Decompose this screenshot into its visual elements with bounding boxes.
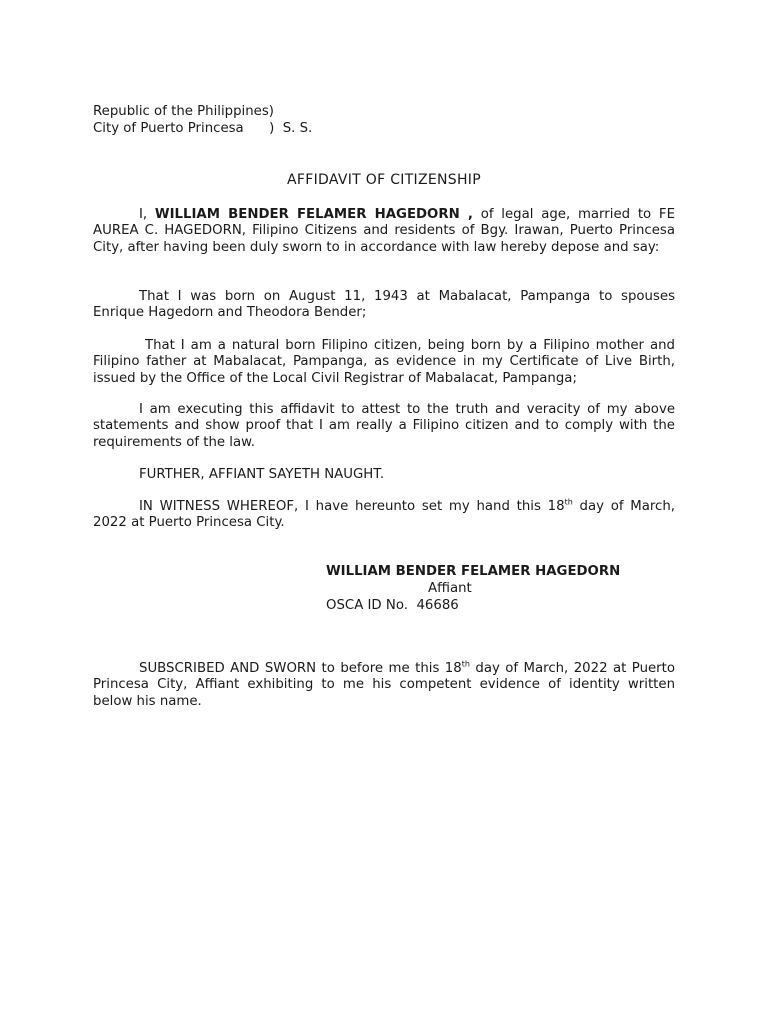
osca-id-value: 46686 [416,598,459,613]
affiant-name-inline: WILLIAM BENDER FELAMER HAGEDORN , [154,207,473,222]
birth-paragraph [93,289,675,322]
subscribed-text-before: SUBSCRIBED AND SWORN to before me this 18 [139,661,462,676]
birth-text: That I was born on August 11, 1943 at Mabalacat, Pampanga to spouses Enrique Hagedorn and Theodora Bender; [93,289,675,321]
document-title: AFFIDAVIT OF CITIZENSHIP [287,172,481,188]
subscribed-text-after: day of March, 2022 at Puerto Princesa City, Affiant exhibiting to me his competent evidence of identity written below his name. [93,661,675,709]
osca-id-label: OSCA ID No. [326,598,417,613]
further-text: FURTHER, AFFIANT SAYETH NAUGHT. [139,467,385,482]
witness-text-after: day of March, 2022 at Puerto Princesa City. [93,499,675,531]
executing-paragraph [93,402,675,451]
intro-paragraph [93,207,675,256]
subscribed-paragraph [93,661,675,710]
natural-born-text: That I am a natural born Filipino citizen, being born by a Filipino mother and Filipino father at Mabalacat, Pampanga, as evidence in my Certificate of Live Birth, issued by the Office of the Local Civil Registrar of Mabalacat, Pampanga; [93,338,675,386]
venue-line-city: City of Puerto Princesa ) S. S. [93,121,313,136]
intro-prefix: I, [139,207,155,222]
intro-text: of legal age, married to FE AUREA C. HAGEDORN, Filipino Citizens and residents of Bgy. Irawan, Puerto Princesa City, after having been duly sworn to in accordance with law hereby depose and say: [93,207,675,255]
further-paragraph [93,467,675,483]
venue-block [93,103,312,137]
signature-name: WILLIAM BENDER FELAMER HAGEDORN [326,564,621,579]
signature-role: Affiant [428,581,472,596]
natural-born-paragraph [93,338,675,387]
witness-text-before: IN WITNESS WHEREOF, I have hereunto set my hand this 18 [139,499,565,514]
venue-line-republic: Republic of the Philippines) [93,104,274,119]
subscribed-day-suffix: th [461,659,470,669]
executing-text: I am executing this affidavit to attest to the truth and veracity of my above statements and show proof that I am really a Filipino citizen and to comply with the requirements of the law. [93,402,675,450]
signature-block [326,563,620,614]
witness-paragraph [93,499,675,532]
witness-day-suffix: th [564,497,573,507]
osca-id-line [326,597,620,614]
